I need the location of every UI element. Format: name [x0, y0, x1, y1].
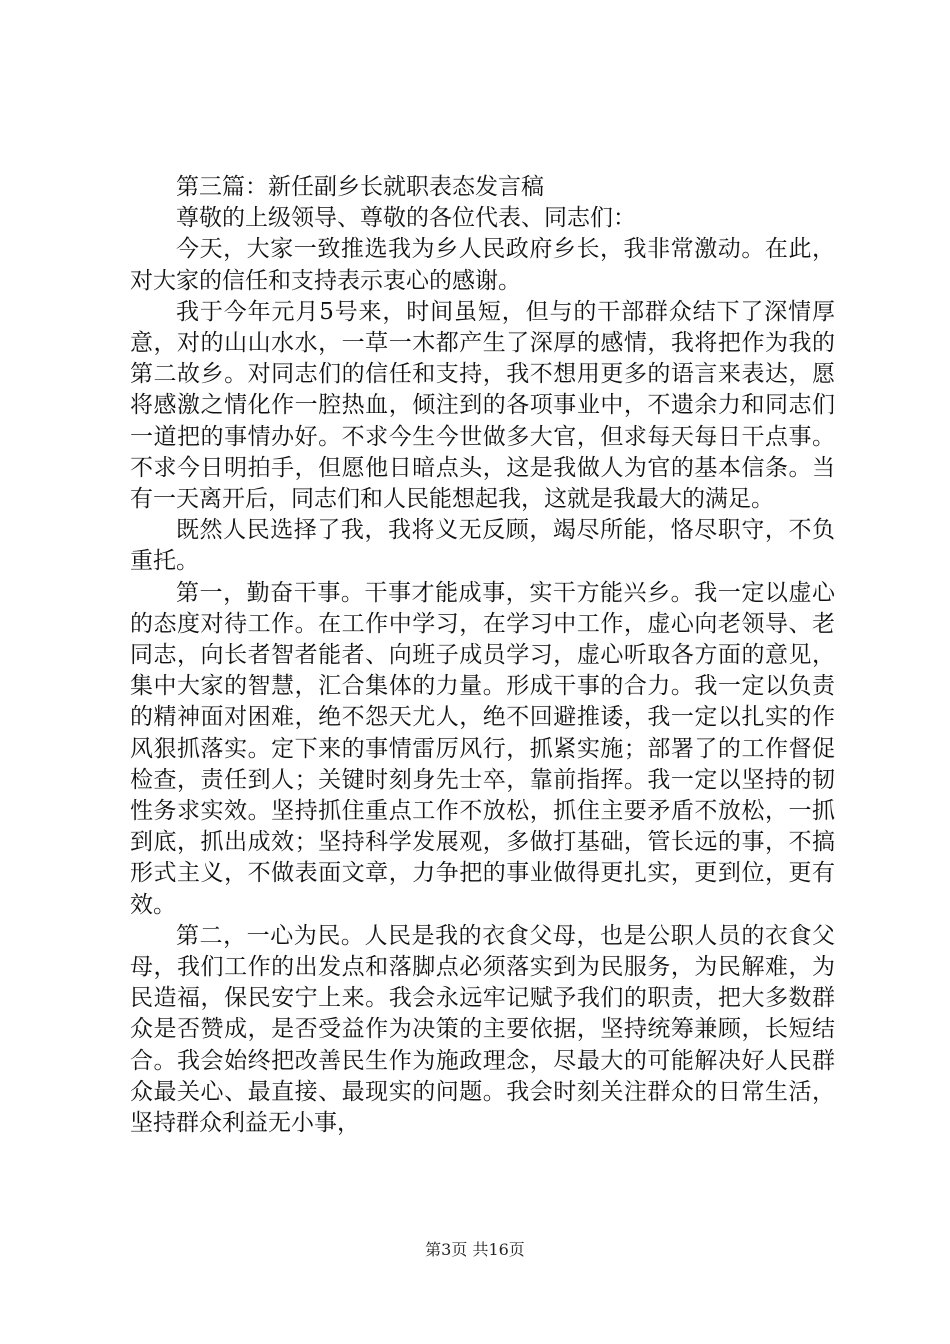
paragraph-1: 今天，大家一致推选我为乡人民政府乡长，我非常激动。在此，对大家的信任和支持表示衷心的感谢。: [130, 236, 835, 294]
paragraph-3: 既然人民选择了我，我将义无反顾，竭尽所能，恪尽职守，不负重托。: [130, 517, 835, 575]
paragraph-5: 第二，一心为民。人民是我的衣食父母，也是公职人员的衣食父母，我们工作的出发点和落脚点必须落实到为民服务，为民解难，为民造福，保民安宁上来。我会永远牢记赋予我们的职责，把大多数群众是否赞成，是否受益作为决策的主要依据，坚持统筹兼顾，长短结合。我会始终把改善民生作为施政理念，尽最大的可能解决好人民群众最关心、最直接、最现实的问题。我会时刻关注群众的日常生活，坚持群众利益无小事，: [130, 922, 835, 1137]
document-title: 第三篇：新任副乡长就职表态发言稿: [176, 174, 544, 200]
paragraph-4: 第一，勤奋干事。干事才能成事，实干方能兴乡。我一定以虚心的态度对待工作。在工作中学习，在学习中工作，虚心向老领导、老同志，向长者智者能者、向班子成员学习，虚心听取各方面的意见，集中大家的智慧，汇合集体的力量。形成干事的合力。我一定以负责的精神面对困难，绝不怨天尤人，绝不回避推诿，我一定以扎实的作风狠抓落实。定下来的事情雷厉风行，抓紧实施；部署了的工作督促检查，责任到人；关键时刻身先士卒，靠前指挥。我一定以坚持的韧性务求实效。坚持抓住重点工作不放松，抓住主要矛盾不放松，一抓到底，抓出成效；坚持科学发展观，多做打基础，管长远的事，不搞形式主义，不做表面文章，力争把的事业做得更扎实，更到位，更有效。: [130, 579, 835, 918]
document-body: [130, 172, 835, 1139]
paragraph-2: 我于今年元月5号来，时间虽短，但与的干部群众结下了深情厚意，对的山山水水，一草一木都产生了深厚的感情，我将把作为我的第二故乡。对同志们的信任和支持，我不想用更多的语言来表达，愿将感激之情化作一腔热血，倾注到的各项事业中，不遗余力和同志们一道把的事情办好。不求今生今世做多大官，但求每天每日干点事。不求今日明拍手，但愿他日暗点头，这是我做人为官的基本信条。当有一天离开后，同志们和人民能想起我，这就是我最大的满足。: [130, 298, 835, 513]
page-number: 第3页 共16页: [425, 1240, 525, 1259]
salutation: 尊敬的上级领导、尊敬的各位代表、同志们：: [176, 205, 636, 232]
